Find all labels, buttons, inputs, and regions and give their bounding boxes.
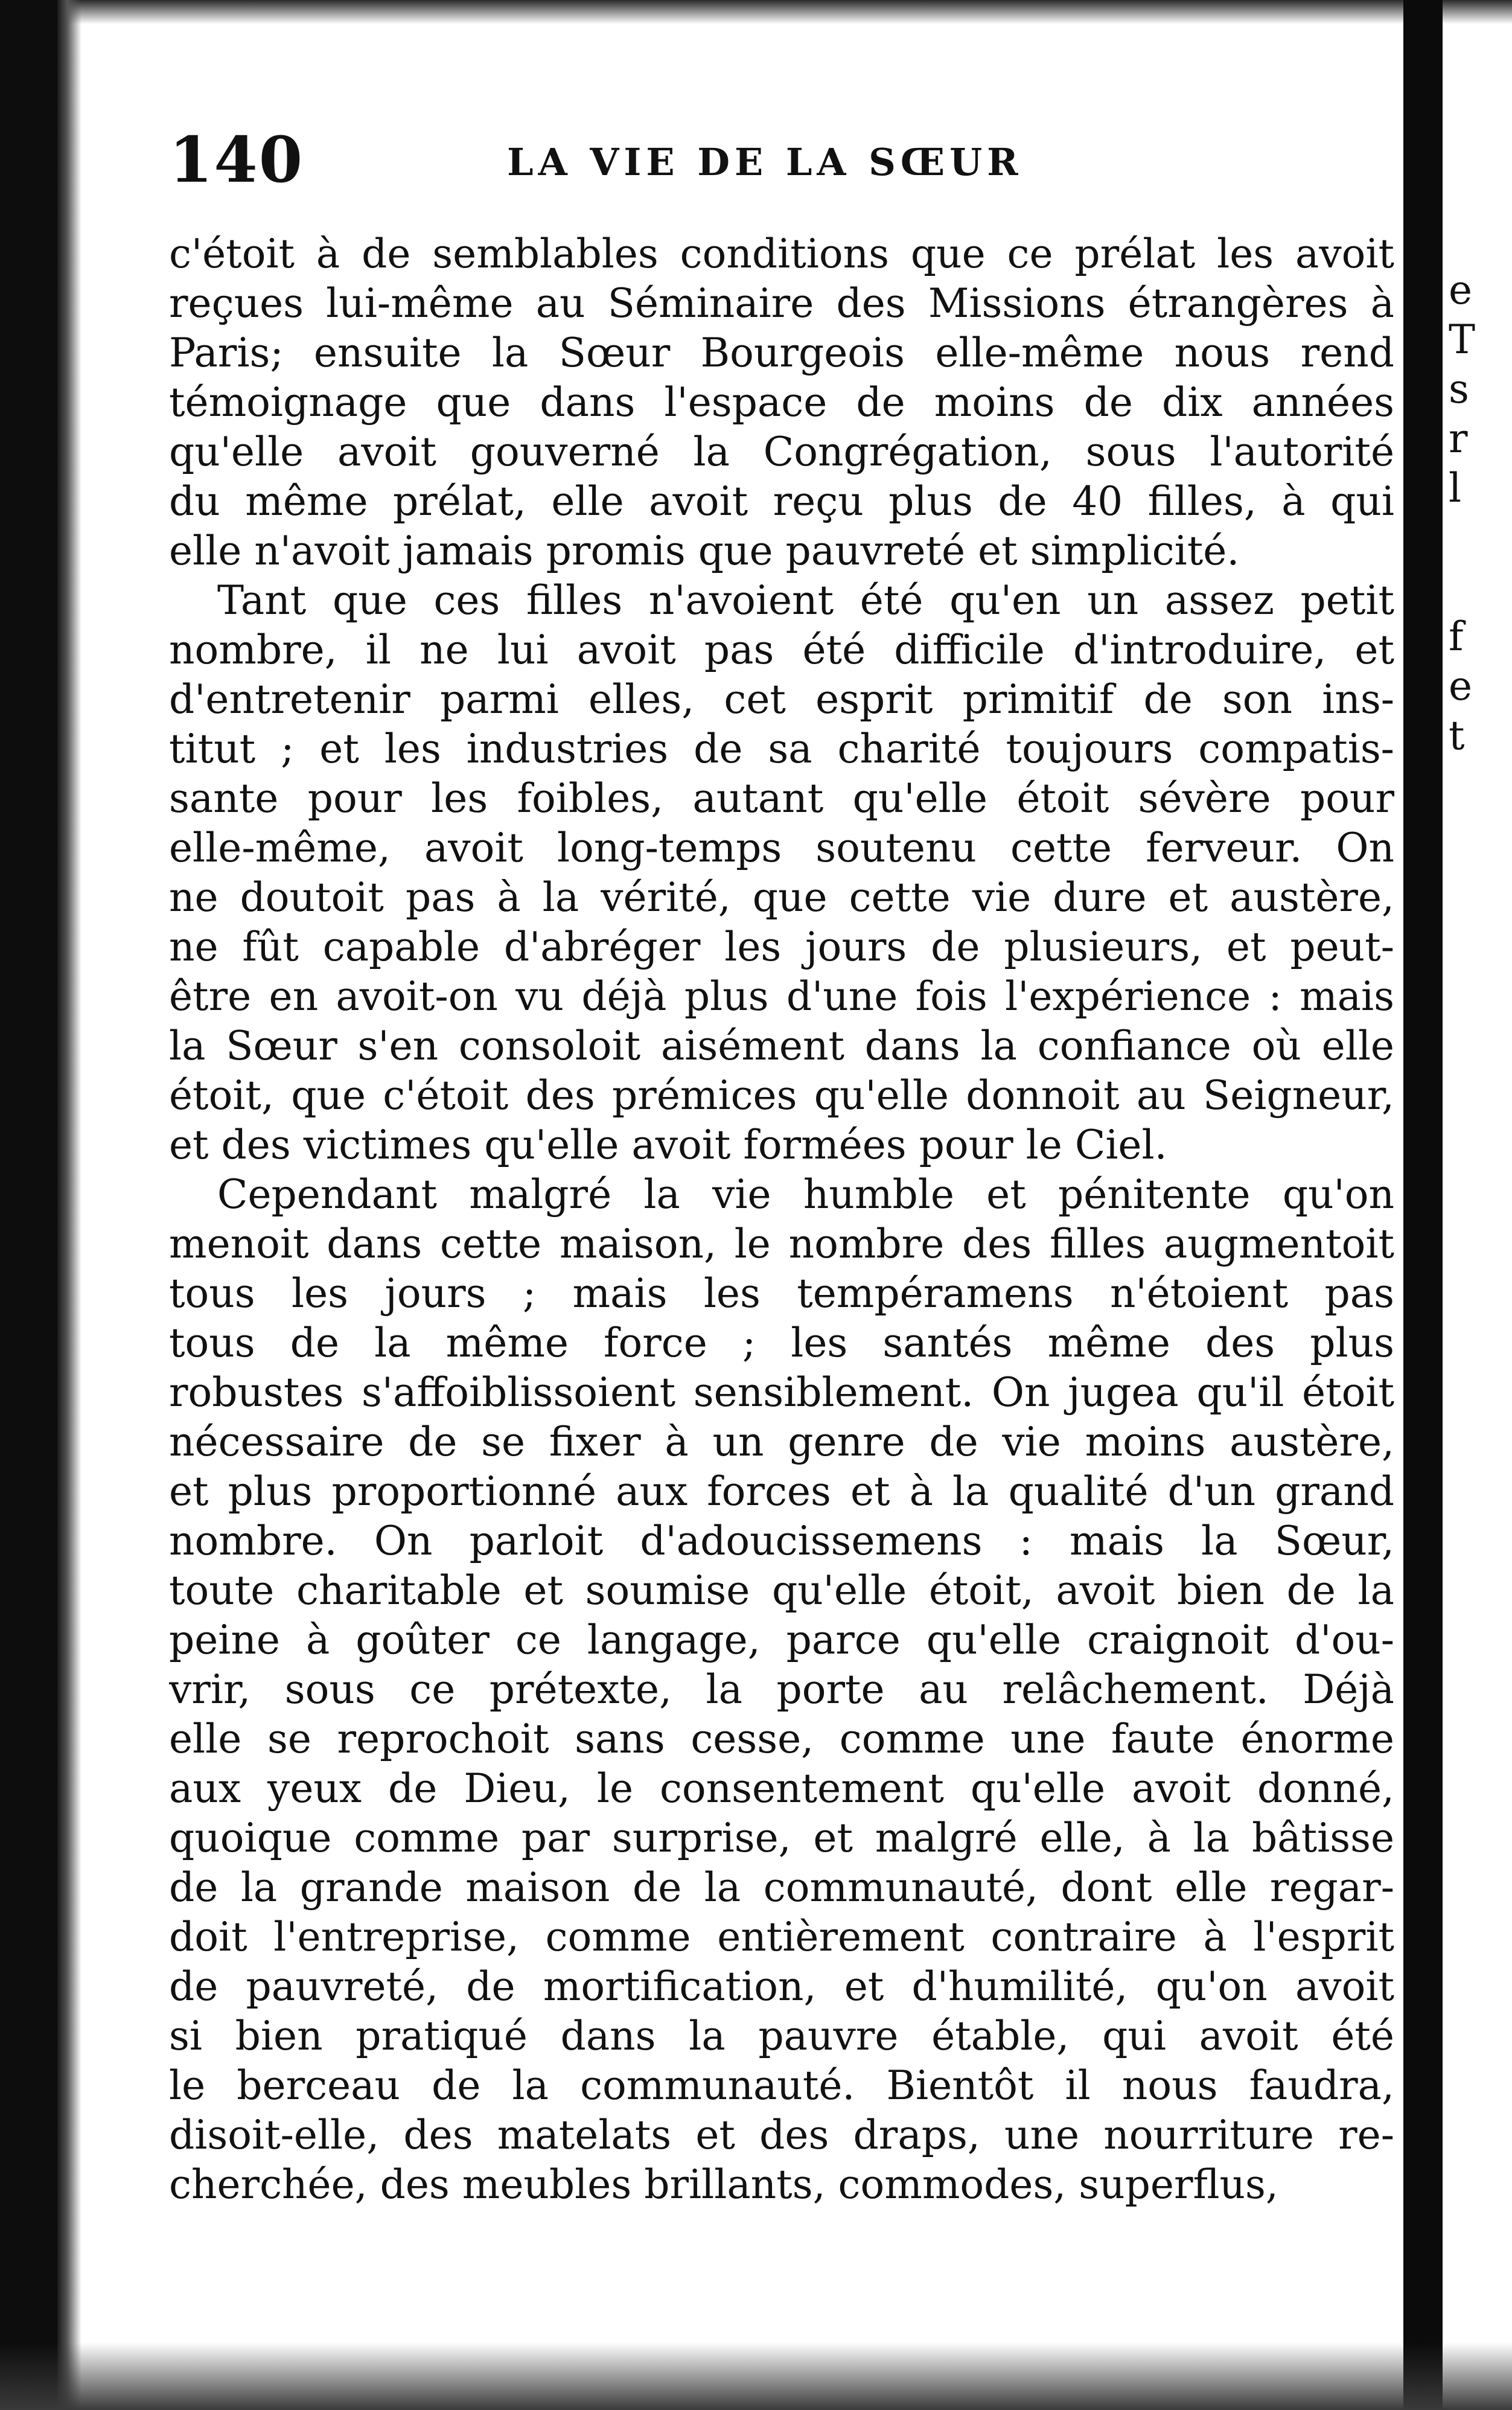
text-line: quoique comme par surprise, et malgré elle, à la bâtisse	[169, 1815, 1394, 1861]
text-line: et plus proportionné aux forces et à la qualité d'un grand	[169, 1468, 1394, 1515]
text-line: doit l'entreprise, comme entièrement contraire à l'esprit	[169, 1914, 1394, 1960]
facing-page-letter: t	[1449, 712, 1465, 759]
text-line: étoit, que c'étoit des prémices qu'elle donnoit au Seigneur,	[169, 1072, 1394, 1119]
text-line: de la grande maison de la communauté, dont elle regar-	[169, 1864, 1394, 1911]
text-line: c'étoit à de semblables conditions que ce prélat les avoit	[169, 231, 1394, 277]
text-line: être en avoit-on vu déjà plus d'une fois l'expérience : mais	[169, 973, 1394, 1020]
facing-page-letter: r	[1449, 415, 1468, 462]
facing-page-fragment	[1449, 266, 1512, 761]
text-line: ne doutoit pas à la vérité, que cette vie dure et austère,	[169, 874, 1394, 921]
text-line: aux yeux de Dieu, le consentement qu'elle avoit donné,	[169, 1765, 1394, 1812]
text-line: ne fût capable d'abréger les jours de plusieurs, et peut-	[169, 924, 1394, 970]
facing-page-letter: e	[1449, 267, 1473, 313]
facing-page-letter: T	[1449, 316, 1476, 363]
text-line: la Sœur s'en consoloit aisément dans la confiance où elle	[169, 1023, 1394, 1069]
text-line: disoit-elle, des matelats et des draps, une nourriture re-	[169, 2112, 1394, 2158]
page-number: 140	[169, 123, 304, 197]
text-line: d'entretenir parmi elles, cet esprit primitif de son ins-	[169, 676, 1394, 723]
facing-page-letter: f	[1449, 613, 1464, 660]
book-page	[91, 36, 1394, 2342]
body-text	[169, 229, 1394, 2210]
text-line: de pauvreté, de mortification, et d'humilité, qu'on avoit	[169, 1963, 1394, 2010]
text-line: elle n'avoit jamais promis que pauvreté et simplicité.	[169, 528, 1240, 574]
text-line: elle-même, avoit long-temps soutenu cette ferveur. On	[169, 825, 1394, 871]
text-line: tous les jours ; mais les tempéramens n'étoient pas	[169, 1270, 1394, 1317]
text-line: toute charitable et soumise qu'elle étoit, avoit bien de la	[169, 1567, 1394, 1614]
text-line: elle se reprochoit sans cesse, comme une faute énorme	[169, 1716, 1394, 1762]
text-line: Cependant malgré la vie humble et pénitente qu'on	[217, 1171, 1394, 1218]
facing-page-letter: l	[1449, 465, 1462, 511]
text-line: peine à goûter ce langage, parce qu'elle craignoit d'ou-	[169, 1617, 1394, 1663]
text-line: et des victimes qu'elle avoit formées pour le Ciel.	[169, 1122, 1167, 1168]
text-line: titut ; et les industries de sa charité toujours compatis-	[169, 726, 1394, 772]
running-title: LA VIE DE LA SŒUR	[507, 140, 1023, 184]
text-line: si bien pratiqué dans la pauvre étable, qui avoit été	[169, 2013, 1394, 2059]
facing-page-letter	[1449, 513, 1512, 563]
text-line: cherchée, des meubles brillants, commodes, superflus,	[169, 2161, 1278, 2208]
text-line: nombre. On parloit d'adoucissemens : mais la Sœur,	[169, 1518, 1394, 1564]
text-line: qu'elle avoit gouverné la Congrégation, sous l'autorité	[169, 429, 1394, 475]
text-line: le berceau de la communauté. Bientôt il nous faudra,	[169, 2062, 1394, 2109]
book-gutter-band	[1403, 0, 1443, 2410]
text-line: du même prélat, elle avoit reçu plus de 40 filles, à qui	[169, 478, 1394, 525]
facing-page-letter: e	[1449, 663, 1473, 709]
text-line: nécessaire de se fixer à un genre de vie moins austère,	[169, 1419, 1394, 1465]
running-head	[169, 121, 1388, 199]
facing-page-letter	[1449, 563, 1512, 612]
text-line: nombre, il ne lui avoit pas été difficile d'introduire, et	[169, 627, 1394, 673]
scan-left-fray	[57, 0, 81, 2410]
scan-top-edge	[0, 0, 1512, 24]
scan-left-edge	[0, 0, 57, 2410]
text-line: reçues lui-même au Séminaire des Missions étrangères à	[169, 280, 1394, 327]
facing-page-letter: s	[1449, 366, 1469, 412]
text-line: Tant que ces filles n'avoient été qu'en un assez petit	[217, 577, 1394, 624]
text-line: témoignage que dans l'espace de moins de dix années	[169, 379, 1394, 426]
text-line: robustes s'affoiblissoient sensiblement. On jugea qu'il étoit	[169, 1369, 1394, 1416]
text-line: Paris; ensuite la Sœur Bourgeois elle-même nous rend	[169, 330, 1394, 376]
text-line: vrir, sous ce prétexte, la porte au relâchement. Déjà	[169, 1666, 1394, 1713]
text-line: menoit dans cette maison, le nombre des filles augmentoit	[169, 1221, 1394, 1267]
text-line: tous de la même force ; les santés même des plus	[169, 1320, 1394, 1366]
text-line: sante pour les foibles, autant qu'elle étoit sévère pour	[169, 775, 1394, 822]
scan-bottom-edge	[0, 2342, 1512, 2410]
